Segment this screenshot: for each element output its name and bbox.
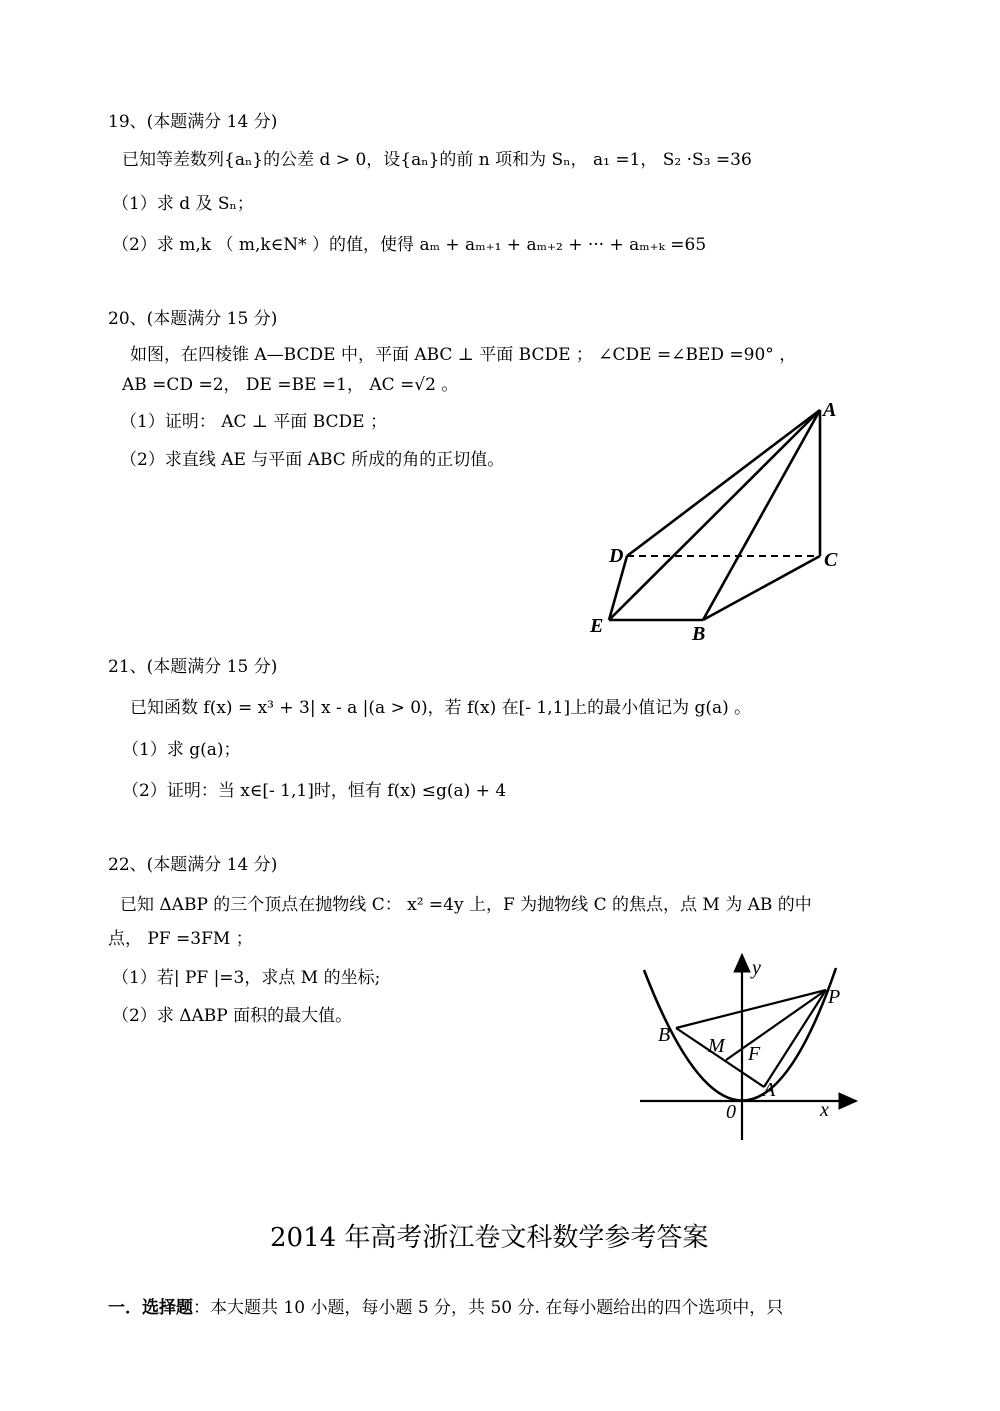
segment-pa bbox=[764, 990, 826, 1087]
q22-header: 22、(本题满分 14 分) bbox=[108, 855, 278, 875]
q22-stem-line1: 已知 ΔABP 的三个顶点在抛物线 C： x² =4y 上，F 为抛物线 C 的焦点，点 M 为 AB 的中 bbox=[120, 895, 812, 915]
label-y: y bbox=[752, 957, 761, 979]
label-b: B bbox=[692, 623, 706, 645]
q21-part2: （2）证明：当 x∈[- 1,1]时，恒有 f(x) ≤g(a) + 4 bbox=[122, 781, 507, 801]
q19-part1: （1）求 d 及 Sₙ； bbox=[112, 194, 254, 214]
q19-stem: 已知等差数列{aₙ}的公差 d > 0，设{aₙ}的前 n 项和为 Sₙ， a₁ =1， S₂ ·S₃ =36 bbox=[122, 150, 752, 170]
q19-part2: （2）求 m,k （ m,k∈N* ）的值，使得 aₘ + aₘ₊₁ + aₘ₊₂ + ··· + aₘ₊ₖ =65 bbox=[112, 235, 707, 255]
q20-stem-line2: AB =CD =2， DE =BE =1， AC =√2 。 bbox=[122, 375, 459, 395]
label-b2: B bbox=[658, 1024, 671, 1046]
q20-stem-line1: 如图，在四棱锥 A—BCDE 中，平面 ABC ⊥ 平面 BCDE ； ∠CDE =∠BED =90° ， bbox=[130, 345, 797, 365]
q21-part1: （1）求 g(a)； bbox=[122, 740, 241, 760]
answers-section1 bbox=[108, 1296, 783, 1320]
label-a: A bbox=[823, 399, 837, 421]
label-e: E bbox=[590, 615, 604, 637]
section1-label: 一．选择题 bbox=[108, 1298, 193, 1318]
parabola-curve bbox=[644, 968, 836, 1101]
label-a2: A bbox=[763, 1079, 776, 1101]
q21-header: 21、(本题满分 15 分) bbox=[108, 657, 278, 677]
segment-bp bbox=[676, 990, 826, 1028]
q21-stem: 已知函数 f(x) = x³ + 3| x - a |(a > 0)，若 f(x) 在[- 1,1]上的最小值记为 g(a) 。 bbox=[130, 698, 752, 718]
q20-part2: （2）求直线 AE 与平面 ABC 所成的角的正切值。 bbox=[120, 450, 505, 470]
label-p: P bbox=[828, 986, 841, 1008]
q19-header: 19、(本题满分 14 分) bbox=[108, 112, 278, 132]
q22-part2: （2）求 ΔABP 面积的最大值。 bbox=[112, 1006, 353, 1026]
q22-part1: （1）若| PF |=3，求点 M 的坐标; bbox=[112, 968, 381, 988]
q20-header: 20、(本题满分 15 分) bbox=[108, 309, 278, 329]
label-c: C bbox=[824, 549, 838, 571]
answers-title: 2014 年高考浙江卷文科数学参考答案 bbox=[270, 1223, 709, 1253]
label-f: F bbox=[748, 1043, 761, 1065]
q20-part1: （1）证明： AC ⊥ 平面 BCDE ； bbox=[120, 412, 387, 432]
section1-text: ：本大题共 10 小题，每小题 5 分，共 50 分. 在每小题给出的四个选项中，只 bbox=[193, 1298, 784, 1318]
label-x: x bbox=[820, 1099, 829, 1121]
label-m: M bbox=[708, 1035, 725, 1057]
q22-stem-line2: 点， PF =3FM ； bbox=[108, 929, 253, 949]
label-origin: 0 bbox=[726, 1101, 736, 1123]
label-d: D bbox=[609, 545, 624, 567]
